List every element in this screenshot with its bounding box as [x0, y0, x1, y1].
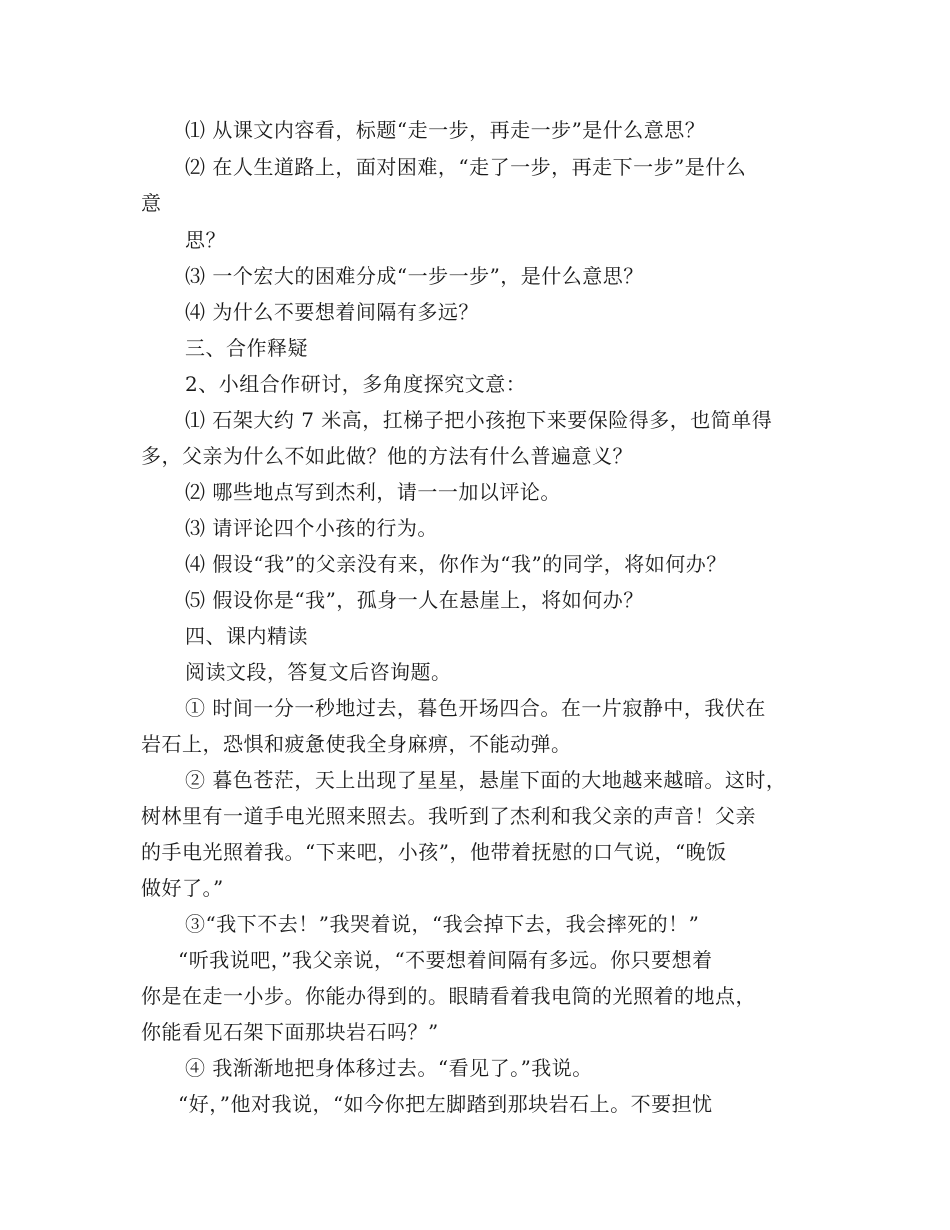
discussion-question-1: ⑴ 石架大约 7 米高，扛梯子把小孩抱下来要保险得多，也简单得 [185, 408, 773, 432]
paragraph-2-line-1: ② 暮色苍茫，天上出现了星星，悬崖下面的大地越来越暗。这时， [185, 768, 787, 792]
paragraph-2-line-3: 的手电光照着我。“下来吧，小孩”，他带着抚慰的口气说，“晚饭 [141, 840, 727, 864]
section-heading-4: 四、课内精读 [185, 624, 308, 648]
discussion-question-5: ⑸ 假设你是“我”，孤身一人在悬崖上，将如何办？ [185, 588, 644, 612]
paragraph-3-line-3: 你是在走一小步。你能办得到的。眼睛看着我电筒的光照着的地点， [141, 984, 756, 1008]
paragraph-3-line-2: “听我说吧，”我父亲说，“不要想着间隔有多远。你只要想着 [178, 948, 713, 972]
paragraph-3-line-4: 你能看见石架下面那块岩石吗？” [141, 1020, 439, 1044]
reading-instruction: 阅读文段，答复文后咨询题。 [185, 660, 452, 684]
discussion-question-1-cont: 多，父亲为什么不如此做？他的方法有什么普遍意义？ [141, 444, 633, 468]
question-2-continuation: 思？ [185, 228, 226, 252]
discussion-question-3: ⑶ 请评论四个小孩的行为。 [185, 516, 438, 540]
paragraph-4-line-2: “好，”他对我说，“如今你把左脚踏到那块岩石上。不要担忧 [178, 1092, 713, 1116]
question-2-wrap: 意 [141, 191, 162, 215]
paragraph-1-line-1: ① 时间一分一秒地过去，暮色开场四合。在一片寂静中，我伏在 [185, 696, 766, 720]
question-1-meaning-of-title: ⑴ 从课文内容看，标题“走一步，再走一步”是什么意思？ [185, 118, 706, 142]
paragraph-3-line-1: ③“我下不去！”我哭着说，“我会掉下去，我会摔死的！” [185, 912, 700, 936]
question-2-line: ⑵ 在人生道路上，面对困难，“走了一步，再走下一步”是什么 [185, 155, 747, 179]
section-heading-3: 三、合作释疑 [185, 336, 308, 360]
paragraph-2-line-2: 树林里有一道手电光照来照去。我听到了杰利和我父亲的声音！父亲 [141, 804, 756, 828]
group-discussion-heading: 2、小组合作研讨，多角度探究文意： [185, 372, 527, 396]
paragraph-4-line-1: ④ 我渐渐地把身体移过去。“看见了。”我说。 [185, 1056, 593, 1080]
paragraph-2-line-4: 做好了。” [141, 876, 224, 900]
question-4: ⑷ 为什么不要想着间隔有多远？ [185, 300, 479, 324]
discussion-question-4: ⑷ 假设“我”的父亲没有来，你作为“我”的同学，将如何办？ [185, 552, 727, 576]
discussion-question-2: ⑵ 哪些地点写到杰利，请一一加以评论。 [185, 480, 561, 504]
question-3: ⑶ 一个宏大的困难分成“一步一步”，是什么意思？ [185, 264, 644, 288]
paragraph-1-line-2: 岩石上，恐惧和疲惫使我全身麻痹，不能动弹。 [141, 732, 572, 756]
